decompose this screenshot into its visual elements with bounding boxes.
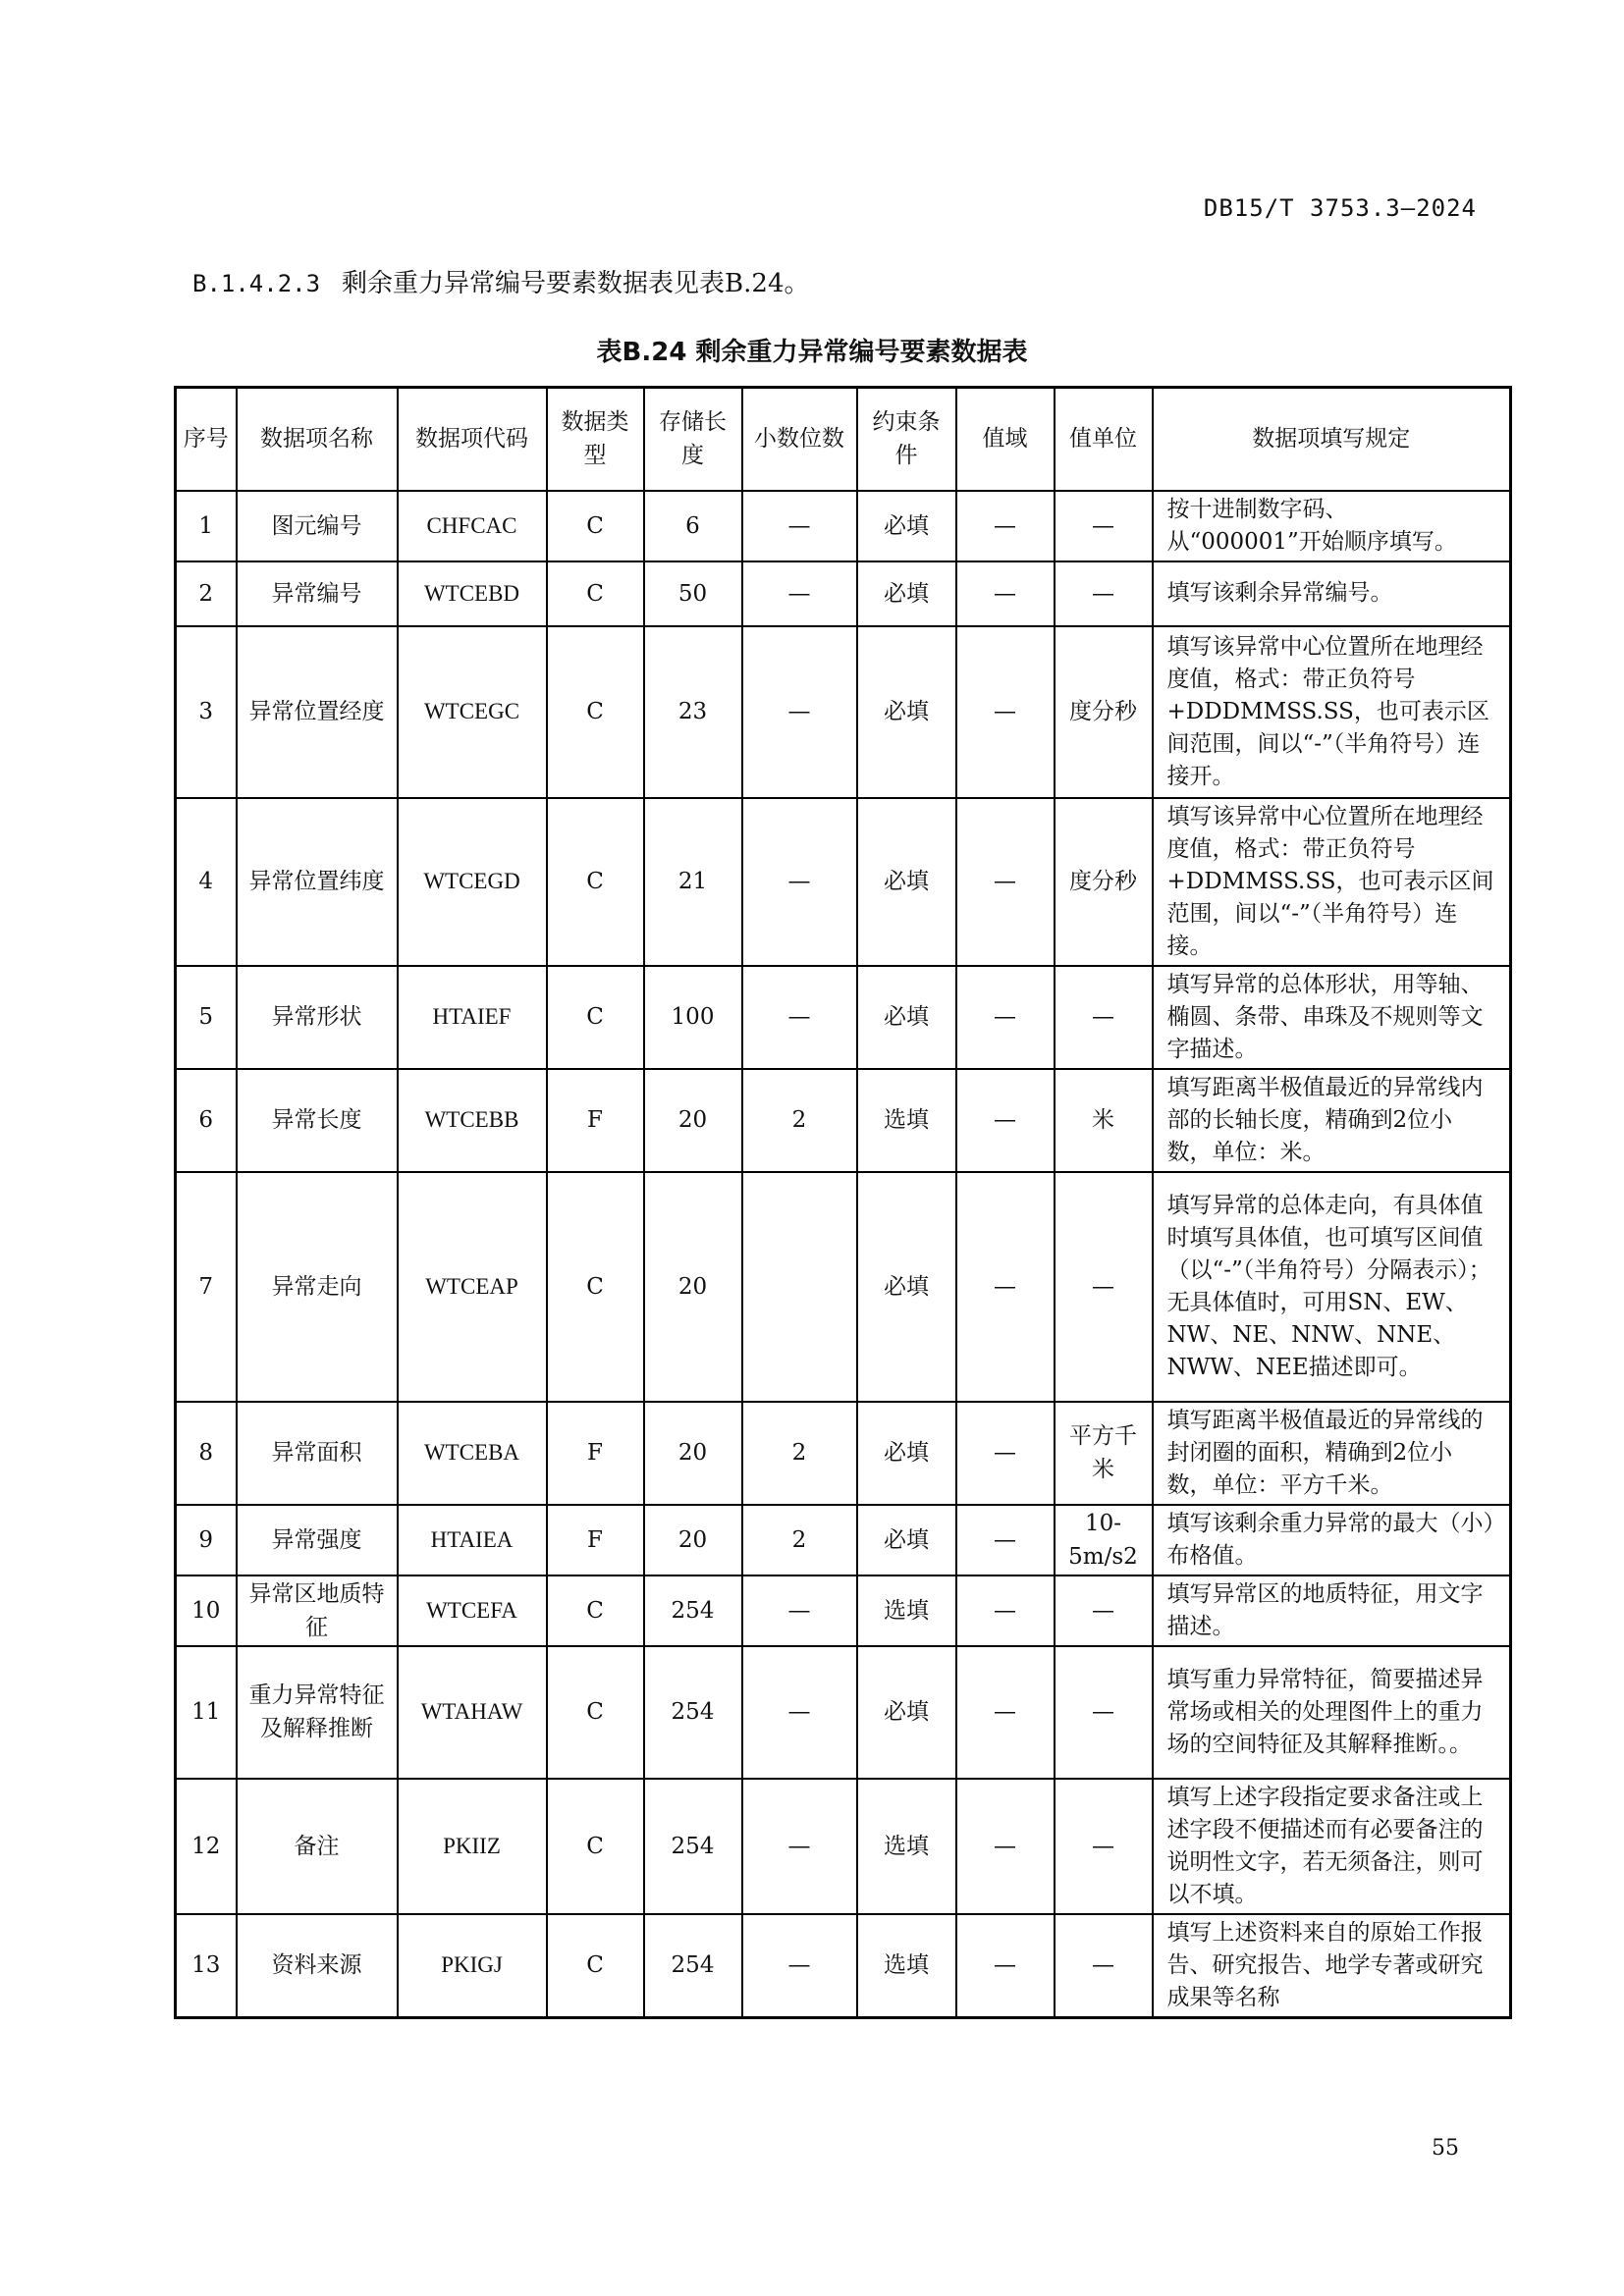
cell-rule: 填写异常区的地质特征，用文字描述。 (1153, 1575, 1511, 1646)
cell-seq: 7 (176, 1172, 237, 1402)
cell-item-code: WTCEBB (398, 1069, 547, 1172)
cell-item-code: HTAIEA (398, 1505, 547, 1575)
table-row (176, 1069, 1511, 1172)
col-domain-header: 值域 (956, 388, 1055, 491)
cell-rule: 填写距离半极值最近的异常线内部的长轴长度，精确到2位小数，单位：米。 (1153, 1069, 1511, 1172)
cell-storage-length: 20 (644, 1069, 742, 1172)
cell-constraint: 选填 (857, 1779, 956, 1914)
cell-storage-length: 23 (644, 626, 742, 798)
cell-decimals: — (742, 1779, 857, 1914)
data-table (174, 386, 1512, 2019)
cell-decimals: — (742, 966, 857, 1069)
cell-domain: — (956, 798, 1055, 966)
cell-domain: — (956, 1646, 1055, 1779)
cell-data-type: C (547, 1646, 644, 1779)
table-row (176, 966, 1511, 1069)
col-item-name-header: 数据项名称 (237, 388, 398, 491)
cell-storage-length: 100 (644, 966, 742, 1069)
cell-decimals (742, 1172, 857, 1402)
cell-storage-length: 6 (644, 491, 742, 561)
cell-item-name: 异常走向 (237, 1172, 398, 1402)
cell-rule: 填写异常的总体走向，有具体值时填写具体值，也可填写区间值（以“-”（半角符号）分隔表示）；无具体值时，可用SN、EW、NW、NE、NNW、NNE、NWW、NEE描述即可。 (1153, 1172, 1511, 1402)
cell-storage-length: 254 (644, 1779, 742, 1914)
cell-unit: 度分秒 (1055, 798, 1153, 966)
table-row (176, 1779, 1511, 1914)
cell-constraint: 选填 (857, 1575, 956, 1646)
cell-item-code: WTCEAP (398, 1172, 547, 1402)
col-constraint-header: 约束条件 (857, 388, 956, 491)
cell-data-type: C (547, 1914, 644, 2018)
cell-rule: 填写该剩余异常编号。 (1153, 561, 1511, 626)
cell-rule: 填写上述资料来自的原始工作报告、研究报告、地学专著或研究成果等名称 (1153, 1914, 1511, 2018)
cell-domain: — (956, 1172, 1055, 1402)
cell-item-name: 异常位置纬度 (237, 798, 398, 966)
table-row (176, 1402, 1511, 1505)
cell-storage-length: 21 (644, 798, 742, 966)
table-row (176, 1575, 1511, 1646)
cell-rule: 按十进制数字码、从“000001”开始顺序填写。 (1153, 491, 1511, 561)
cell-storage-length: 20 (644, 1505, 742, 1575)
cell-item-name: 异常长度 (237, 1069, 398, 1172)
cell-item-name: 异常位置经度 (237, 626, 398, 798)
cell-unit: 10-5m/s2 (1055, 1505, 1153, 1575)
cell-storage-length: 50 (644, 561, 742, 626)
section-heading (192, 263, 810, 299)
cell-constraint: 必填 (857, 798, 956, 966)
cell-seq: 2 (176, 561, 237, 626)
cell-unit: — (1055, 1779, 1153, 1914)
cell-constraint: 必填 (857, 1505, 956, 1575)
cell-unit: — (1055, 561, 1153, 626)
cell-decimals: — (742, 1646, 857, 1779)
cell-data-type: C (547, 626, 644, 798)
cell-item-name: 异常强度 (237, 1505, 398, 1575)
cell-rule: 填写重力异常特征，简要描述异常场或相关的处理图件上的重力场的空间特征及其解释推断。。 (1153, 1646, 1511, 1779)
table-row (176, 626, 1511, 798)
cell-seq: 1 (176, 491, 237, 561)
cell-item-code: HTAIEF (398, 966, 547, 1069)
cell-constraint: 选填 (857, 1069, 956, 1172)
cell-unit: 平方千米 (1055, 1402, 1153, 1505)
cell-data-type: C (547, 1779, 644, 1914)
cell-item-name: 异常区地质特征 (237, 1575, 398, 1646)
cell-storage-length: 20 (644, 1402, 742, 1505)
cell-seq: 10 (176, 1575, 237, 1646)
cell-domain: — (956, 1402, 1055, 1505)
cell-item-name: 备注 (237, 1779, 398, 1914)
cell-unit: — (1055, 491, 1153, 561)
table-row (176, 1914, 1511, 2018)
col-decimals-header: 小数位数 (742, 388, 857, 491)
cell-item-name: 重力异常特征及解释推断 (237, 1646, 398, 1779)
cell-seq: 12 (176, 1779, 237, 1914)
col-seq-header: 序号 (176, 388, 237, 491)
cell-data-type: C (547, 798, 644, 966)
cell-constraint: 必填 (857, 1402, 956, 1505)
cell-item-name: 异常面积 (237, 1402, 398, 1505)
cell-seq: 8 (176, 1402, 237, 1505)
col-data-type-header: 数据类型 (547, 388, 644, 491)
table-row (176, 1172, 1511, 1402)
cell-data-type: F (547, 1505, 644, 1575)
col-item-code-header: 数据项代码 (398, 388, 547, 491)
cell-unit: 度分秒 (1055, 626, 1153, 798)
cell-rule: 填写该异常中心位置所在地理经度值，格式：带正负符号+DDMMSS.SS，也可表示区间范围，间以“-”（半角符号）连接。 (1153, 798, 1511, 966)
cell-constraint: 必填 (857, 491, 956, 561)
cell-domain: — (956, 491, 1055, 561)
cell-data-type: C (547, 966, 644, 1069)
table-header-row (176, 388, 1511, 491)
cell-rule: 填写该异常中心位置所在地理经度值，格式：带正负符号+DDDMMSS.SS，也可表示区间范围，间以“-”（半角符号）连接开。 (1153, 626, 1511, 798)
cell-seq: 9 (176, 1505, 237, 1575)
cell-domain: — (956, 561, 1055, 626)
table-row (176, 561, 1511, 626)
cell-decimals: — (742, 1575, 857, 1646)
cell-item-code: WTCEBA (398, 1402, 547, 1505)
cell-item-code: CHFCAC (398, 491, 547, 561)
cell-decimals: 2 (742, 1402, 857, 1505)
cell-item-name: 异常编号 (237, 561, 398, 626)
cell-domain: — (956, 626, 1055, 798)
table-row (176, 1646, 1511, 1779)
cell-rule: 填写异常的总体形状，用等轴、椭圆、条带、串珠及不规则等文字描述。 (1153, 966, 1511, 1069)
cell-unit: — (1055, 1172, 1153, 1402)
cell-unit: — (1055, 1646, 1153, 1779)
section-number: B.1.4.2.3 (192, 270, 321, 297)
cell-unit: — (1055, 1575, 1153, 1646)
cell-decimals: — (742, 561, 857, 626)
cell-storage-length: 254 (644, 1914, 742, 2018)
cell-seq: 3 (176, 626, 237, 798)
cell-item-code: WTCEBD (398, 561, 547, 626)
cell-rule: 填写距离半极值最近的异常线的封闭圈的面积，精确到2位小数，单位：平方千米。 (1153, 1402, 1511, 1505)
cell-constraint: 必填 (857, 1172, 956, 1402)
cell-domain: — (956, 1779, 1055, 1914)
cell-decimals: — (742, 491, 857, 561)
cell-item-code: PKIGJ (398, 1914, 547, 2018)
cell-domain: — (956, 1575, 1055, 1646)
cell-seq: 11 (176, 1646, 237, 1779)
cell-data-type: C (547, 561, 644, 626)
page-number: 55 (1432, 2136, 1459, 2161)
cell-constraint: 选填 (857, 1914, 956, 2018)
cell-item-code: WTCEGD (398, 798, 547, 966)
cell-seq: 13 (176, 1914, 237, 2018)
cell-data-type: C (547, 1172, 644, 1402)
cell-item-name: 资料来源 (237, 1914, 398, 2018)
cell-item-name: 异常形状 (237, 966, 398, 1069)
cell-domain: — (956, 966, 1055, 1069)
col-storage-length-header: 存储长度 (644, 388, 742, 491)
cell-data-type: C (547, 1575, 644, 1646)
cell-domain: — (956, 1069, 1055, 1172)
cell-item-code: PKIIZ (398, 1779, 547, 1914)
cell-item-code: WTAHAW (398, 1646, 547, 1779)
cell-rule: 填写该剩余重力异常的最大（小）布格值。 (1153, 1505, 1511, 1575)
cell-domain: — (956, 1505, 1055, 1575)
document-code: DB15/T 3753.3—2024 (1203, 194, 1477, 222)
cell-seq: 5 (176, 966, 237, 1069)
cell-domain: — (956, 1914, 1055, 2018)
cell-decimals: 2 (742, 1069, 857, 1172)
cell-unit: 米 (1055, 1069, 1153, 1172)
table-row (176, 1505, 1511, 1575)
cell-decimals: — (742, 798, 857, 966)
table-row (176, 798, 1511, 966)
cell-decimals: — (742, 1914, 857, 2018)
col-rule-header: 数据项填写规定 (1153, 388, 1511, 491)
cell-unit: — (1055, 966, 1153, 1069)
cell-unit: — (1055, 1914, 1153, 2018)
table-row (176, 491, 1511, 561)
cell-decimals: — (742, 626, 857, 798)
cell-constraint: 必填 (857, 561, 956, 626)
table-caption: 表B.24 剩余重力异常编号要素数据表 (596, 338, 1028, 367)
cell-storage-length: 254 (644, 1575, 742, 1646)
cell-rule: 填写上述字段指定要求备注或上述字段不便描述而有必要备注的说明性文字，若无须备注，则可以不填。 (1153, 1779, 1511, 1914)
section-text: 剩余重力异常编号要素数据表见表B.24。 (342, 269, 810, 298)
cell-constraint: 必填 (857, 626, 956, 798)
cell-storage-length: 254 (644, 1646, 742, 1779)
cell-data-type: C (547, 491, 644, 561)
cell-data-type: F (547, 1069, 644, 1172)
cell-storage-length: 20 (644, 1172, 742, 1402)
cell-decimals: 2 (742, 1505, 857, 1575)
cell-seq: 4 (176, 798, 237, 966)
col-unit-header: 值单位 (1055, 388, 1153, 491)
cell-seq: 6 (176, 1069, 237, 1172)
cell-item-code: WTCEFA (398, 1575, 547, 1646)
cell-item-name: 图元编号 (237, 491, 398, 561)
cell-constraint: 必填 (857, 966, 956, 1069)
cell-data-type: F (547, 1402, 644, 1505)
cell-item-code: WTCEGC (398, 626, 547, 798)
cell-constraint: 必填 (857, 1646, 956, 1779)
